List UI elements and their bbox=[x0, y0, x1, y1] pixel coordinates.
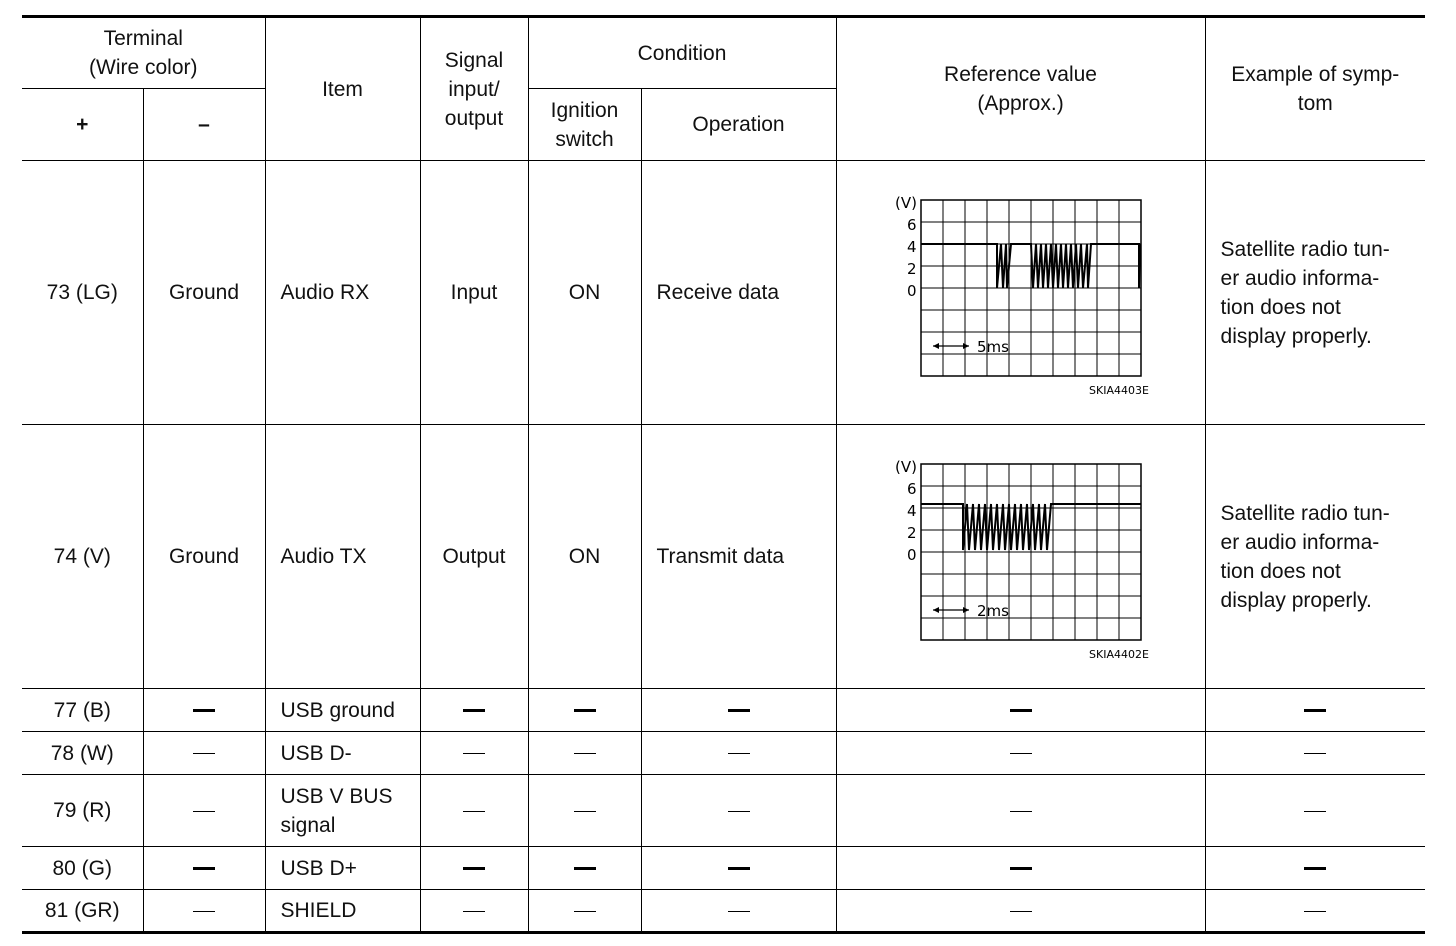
terminal-plus-cell: 81 (GR) bbox=[22, 890, 143, 933]
symptom-line: er audio informa- bbox=[1220, 266, 1380, 290]
dash bbox=[728, 867, 750, 870]
dash bbox=[463, 811, 485, 812]
waveform-tick-4: 4 bbox=[906, 501, 917, 520]
ignition-cell bbox=[528, 775, 641, 847]
terminal-minus-cell bbox=[143, 890, 265, 933]
ignition-cell bbox=[528, 732, 641, 775]
dash bbox=[1304, 867, 1326, 870]
table-row bbox=[22, 689, 1425, 732]
symptom-cell bbox=[1205, 732, 1425, 775]
operation-cell bbox=[641, 847, 836, 890]
signal-cell: Input bbox=[420, 161, 528, 425]
terminal-header-label: Terminal bbox=[103, 27, 183, 50]
reference-header-line1: Reference value bbox=[944, 63, 1097, 86]
dash bbox=[1304, 811, 1326, 812]
item-line: signal bbox=[280, 813, 336, 837]
dash bbox=[574, 911, 596, 912]
dash bbox=[193, 911, 215, 912]
signal-cell bbox=[420, 775, 528, 847]
dash bbox=[574, 709, 596, 712]
waveform-time-label: 5ms bbox=[976, 337, 1009, 356]
terminal-minus-cell bbox=[143, 689, 265, 732]
header-row-1 bbox=[22, 17, 1425, 89]
symptom-line: Satellite radio tun- bbox=[1220, 501, 1390, 525]
dash bbox=[1010, 911, 1032, 912]
dash bbox=[463, 867, 485, 870]
condition-header bbox=[528, 17, 836, 89]
dash bbox=[574, 867, 596, 870]
dash bbox=[574, 753, 596, 754]
ignition-cell: ON bbox=[528, 161, 641, 425]
signal-header-line1: Signal bbox=[444, 48, 504, 72]
item-cell: SHIELD bbox=[265, 890, 420, 933]
signal-header-line2: input/ bbox=[448, 77, 500, 101]
dash bbox=[728, 709, 750, 712]
item-cell: USB ground bbox=[265, 689, 420, 732]
item-cell: USB D+ bbox=[265, 847, 420, 890]
dash bbox=[1304, 911, 1326, 912]
dash bbox=[1304, 709, 1326, 712]
item-cell: Audio RX bbox=[265, 161, 420, 425]
symptom-cell bbox=[1205, 161, 1425, 425]
terminal-plus-cell: 77 (B) bbox=[22, 689, 143, 732]
ignition-header-line2: switch bbox=[555, 127, 614, 151]
signal-header-line3: output bbox=[444, 106, 504, 130]
waveform-tx bbox=[881, 452, 1161, 662]
terminal-spec-table bbox=[22, 15, 1425, 934]
symptom-line: tion does not bbox=[1220, 295, 1341, 319]
operation-cell bbox=[641, 890, 836, 933]
terminal-plus-cell: 80 (G) bbox=[22, 847, 143, 890]
table-row bbox=[22, 847, 1425, 890]
table-row bbox=[22, 732, 1425, 775]
waveform-tick-0: 0 bbox=[906, 281, 917, 300]
waveform-tick-0: 0 bbox=[906, 545, 917, 564]
ignition-cell bbox=[528, 689, 641, 732]
reference-value-cell bbox=[836, 775, 1205, 847]
operation-cell bbox=[641, 732, 836, 775]
symptom-cell bbox=[1205, 775, 1425, 847]
dash bbox=[728, 911, 750, 912]
reference-value-cell bbox=[836, 161, 1205, 425]
waveform-tick-2: 2 bbox=[906, 259, 917, 278]
ignition-cell: ON bbox=[528, 425, 641, 689]
item-header bbox=[265, 17, 420, 161]
reference-value-cell bbox=[836, 847, 1205, 890]
dash bbox=[193, 811, 215, 812]
reference-header bbox=[836, 17, 1205, 161]
dash bbox=[193, 753, 215, 754]
terminal-minus-cell: Ground bbox=[143, 425, 265, 689]
dash bbox=[728, 811, 750, 812]
dash bbox=[1304, 753, 1326, 754]
symptom-header-line2: tom bbox=[1297, 92, 1333, 115]
waveform-unit-label: (V) bbox=[894, 457, 917, 476]
symptom-line: Satellite radio tun- bbox=[1220, 237, 1390, 261]
symptom-line: er audio informa- bbox=[1220, 530, 1380, 554]
wire-color-header-label: (Wire color) bbox=[89, 56, 198, 79]
terminal-plus-cell: 78 (W) bbox=[22, 732, 143, 775]
signal-cell bbox=[420, 847, 528, 890]
reference-header-line2: (Approx.) bbox=[977, 92, 1064, 115]
terminal-minus-cell: Ground bbox=[143, 161, 265, 425]
terminal-minus-cell bbox=[143, 775, 265, 847]
ignition-cell bbox=[528, 847, 641, 890]
dash bbox=[1010, 709, 1032, 712]
dash bbox=[1010, 867, 1032, 870]
operation-cell bbox=[641, 775, 836, 847]
waveform-tick-4: 4 bbox=[906, 237, 917, 256]
table-row bbox=[22, 775, 1425, 847]
dash bbox=[728, 753, 750, 754]
operation-cell bbox=[641, 689, 836, 732]
symptom-header bbox=[1205, 17, 1425, 161]
item-cell: Audio TX bbox=[265, 425, 420, 689]
symptom-line: tion does not bbox=[1220, 559, 1341, 583]
ignition-header bbox=[528, 89, 641, 161]
dash bbox=[463, 753, 485, 754]
operation-cell: Receive data bbox=[641, 161, 836, 425]
signal-cell bbox=[420, 732, 528, 775]
item-cell bbox=[265, 775, 420, 847]
waveform-tick-6: 6 bbox=[906, 479, 917, 498]
waveform-grid bbox=[921, 464, 1141, 640]
reference-value-cell bbox=[836, 890, 1205, 933]
condition-header-label: Condition bbox=[637, 41, 727, 65]
reference-value-cell bbox=[836, 732, 1205, 775]
terminal-plus-cell: 79 (R) bbox=[22, 775, 143, 847]
symptom-cell bbox=[1205, 847, 1425, 890]
plus-header: + bbox=[22, 89, 143, 161]
terminal-plus-cell: 74 (V) bbox=[22, 425, 143, 689]
table-row bbox=[22, 425, 1425, 689]
table-row bbox=[22, 161, 1425, 425]
waveform-time-label: 2ms bbox=[976, 601, 1009, 620]
symptom-header-line1: Example of symp- bbox=[1231, 63, 1400, 86]
signal-cell: Output bbox=[420, 425, 528, 689]
symptom-cell bbox=[1205, 890, 1425, 933]
dash bbox=[1010, 811, 1032, 812]
reference-value-cell bbox=[836, 689, 1205, 732]
terminal-plus-cell: 73 (LG) bbox=[22, 161, 143, 425]
dash bbox=[574, 811, 596, 812]
item-line: USB V BUS bbox=[280, 784, 393, 808]
table-row bbox=[22, 890, 1425, 933]
waveform-tick-2: 2 bbox=[906, 523, 917, 542]
figure-code: SKIA4402E bbox=[1088, 647, 1149, 661]
symptom-cell bbox=[1205, 689, 1425, 732]
waveform-unit-label: (V) bbox=[894, 193, 917, 212]
reference-value-cell bbox=[836, 425, 1205, 689]
dash bbox=[193, 867, 215, 870]
dash bbox=[1010, 753, 1032, 754]
waveform-rx bbox=[881, 188, 1161, 398]
dash bbox=[463, 709, 485, 712]
signal-cell bbox=[420, 890, 528, 933]
terminal-minus-cell bbox=[143, 847, 265, 890]
dash bbox=[463, 911, 485, 912]
item-header-label: Item bbox=[322, 77, 363, 101]
operation-cell: Transmit data bbox=[641, 425, 836, 689]
terminal-header bbox=[22, 17, 265, 89]
symptom-line: display properly. bbox=[1220, 324, 1372, 348]
figure-code: SKIA4403E bbox=[1088, 383, 1149, 397]
signal-header bbox=[420, 17, 528, 161]
operation-header: Operation bbox=[641, 89, 836, 161]
terminal-minus-cell bbox=[143, 732, 265, 775]
signal-cell bbox=[420, 689, 528, 732]
ignition-header-line1: Ignition bbox=[550, 98, 619, 122]
waveform-grid bbox=[921, 200, 1141, 376]
waveform-tick-6: 6 bbox=[906, 215, 917, 234]
symptom-cell bbox=[1205, 425, 1425, 689]
minus-header: – bbox=[143, 89, 265, 161]
dash bbox=[193, 709, 215, 712]
symptom-line: display properly. bbox=[1220, 588, 1372, 612]
item-cell: USB D- bbox=[265, 732, 420, 775]
ignition-cell bbox=[528, 890, 641, 933]
